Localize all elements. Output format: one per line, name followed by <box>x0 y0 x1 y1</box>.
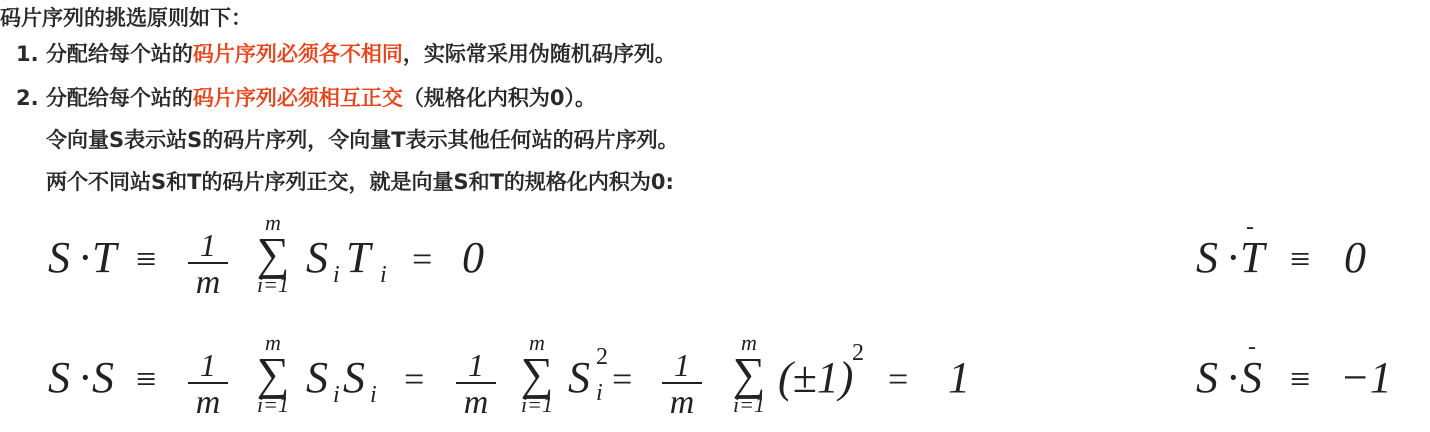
eq3-sum-1 <box>250 332 296 416</box>
line-orthogonal-definition: 两个不同站S和T的码片序列正交，就是向量S和T的规格化内积为0: <box>46 170 674 194</box>
eq2-zero: 0 <box>1344 233 1366 282</box>
heading: 码片序列的挑选原则如下： <box>0 6 252 30</box>
eq3-Sq: S <box>568 353 590 402</box>
eq3-sum3-symbol: ∑ <box>732 348 766 399</box>
eq3-equals-1: = <box>404 359 425 399</box>
eq3-result: 1 <box>948 353 970 402</box>
eq3-frac1-den: m <box>195 384 221 421</box>
eq3-fraction-1 <box>188 347 228 421</box>
eq3-fraction-3 <box>662 347 702 421</box>
eq1-equals: = <box>412 239 433 279</box>
eq3-sum-3 <box>726 332 772 416</box>
eq3-S2: S <box>92 353 114 402</box>
eq1-dot: · <box>78 233 93 282</box>
eq3-frac3-num: 1 <box>674 347 690 383</box>
eq3-S1: S <box>48 353 70 402</box>
eq3-fraction-2 <box>456 347 496 421</box>
eq3-equals-3: = <box>888 359 909 399</box>
rule-1-prefix: 1. 分配给每个站的 <box>16 42 193 66</box>
rule-2-suffix: （规格化内积为0）。 <box>402 86 597 110</box>
eq1-sum-top: m <box>265 210 281 235</box>
eq1-Si: S <box>306 233 328 282</box>
eq3-frac2-den: m <box>463 384 489 421</box>
eq1-Ti: T <box>346 233 371 282</box>
eq1-equiv: ≡ <box>136 239 157 279</box>
rule-2-highlight: 码片序列必须相互正交 <box>192 86 403 110</box>
eq3-sum1-bottom: i=1 <box>257 392 289 417</box>
eq4-equiv: ≡ <box>1290 359 1311 399</box>
eq3-pm-exp: 2 <box>852 340 864 366</box>
eq3-sum1-symbol: ∑ <box>256 348 290 399</box>
eq1-T: T <box>92 233 117 282</box>
eq3-Si: S <box>306 353 328 402</box>
eq1-Si-sub: i <box>333 262 340 288</box>
eq2-equiv: ≡ <box>1290 239 1311 279</box>
eq1-sum <box>250 212 296 296</box>
eq3-frac1-num: 1 <box>200 347 216 383</box>
eq3-sum3-bottom: i=1 <box>733 392 765 417</box>
eq3-sum2-top: m <box>529 330 545 355</box>
eq3-Si-sub: i <box>333 382 340 408</box>
eq3-frac2-num: 1 <box>468 347 484 383</box>
eq4-bar: - <box>1248 334 1256 360</box>
eq1-fraction <box>188 227 228 301</box>
eq4-S1: S <box>1196 353 1218 402</box>
rule-1 <box>16 40 676 68</box>
line-vector-definition: 令向量S表示站S的码片序列，令向量T表示其他任何站的码片序列。 <box>46 128 679 152</box>
eq1-frac-den: m <box>195 264 221 301</box>
eq1-Ti-sub: i <box>380 262 387 288</box>
eq3-dot: · <box>78 353 93 402</box>
eq1-frac-num: 1 <box>200 227 216 263</box>
eq3-sum3-top: m <box>741 330 757 355</box>
eq3-sum2-symbol: ∑ <box>520 348 554 399</box>
eq3-Sq-sub: i <box>596 380 603 406</box>
eq3-sum2-bottom: i=1 <box>521 392 553 417</box>
rule-1-suffix: ，实际常采用伪随机码序列。 <box>402 42 676 66</box>
eq3-sum-2 <box>514 332 560 416</box>
eq3-plus-minus-one: (±1) <box>778 353 854 402</box>
eq3-Si2: S <box>343 353 365 402</box>
rule-2 <box>16 84 596 112</box>
eq3-sum1-top: m <box>265 330 281 355</box>
eq1-sum-bottom: i=1 <box>257 272 289 297</box>
eq3-equiv: ≡ <box>136 359 157 399</box>
eq2-T: T <box>1240 233 1265 282</box>
rule-1-highlight: 码片序列必须各不相同 <box>192 42 403 66</box>
eq1-zero: 0 <box>462 233 484 282</box>
eq3-frac3-den: m <box>669 384 695 421</box>
eq2-S: S <box>1196 233 1218 282</box>
eq4-S2: S <box>1240 353 1262 402</box>
eq4-result: −1 <box>1340 353 1392 402</box>
eq3-equals-2: = <box>612 359 633 399</box>
eq2-bar: - <box>1246 214 1254 240</box>
eq3-Si2-sub: i <box>370 382 377 408</box>
eq1-sum-symbol: ∑ <box>256 228 290 279</box>
eq1-S: S <box>48 233 70 282</box>
eq3-Sq-exp: 2 <box>596 344 608 370</box>
eq4-dot: · <box>1226 353 1241 402</box>
eq2-dot: · <box>1226 233 1241 282</box>
rule-2-prefix: 2. 分配给每个站的 <box>16 86 193 110</box>
